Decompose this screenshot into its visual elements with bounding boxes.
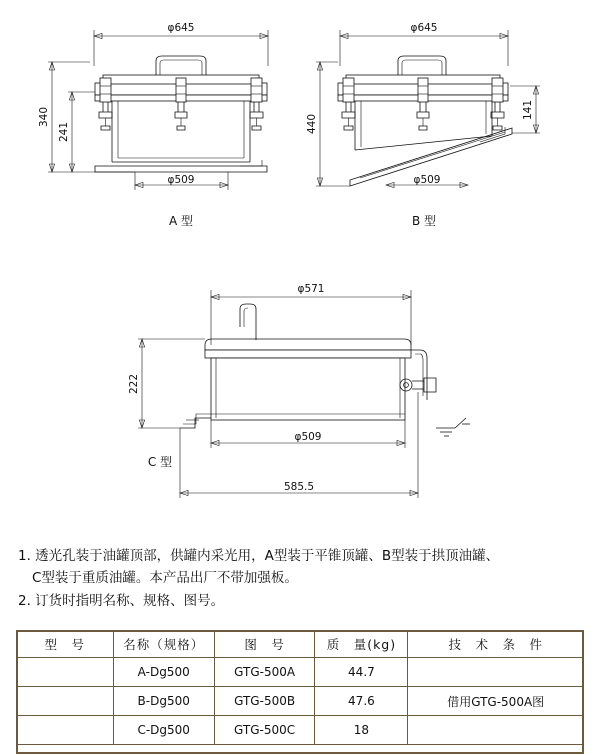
table-row — [17, 658, 584, 687]
notes-block — [18, 545, 584, 612]
cell-model — [17, 658, 114, 687]
view-b-dim-top: φ645 — [410, 22, 438, 34]
view-c-drawing — [128, 283, 470, 498]
view-a-bolt-left — [99, 78, 112, 130]
note-line-2: C型装于重质油罐。本产品出厂不带加强板。 — [32, 570, 298, 587]
view-a-dim-bottom: φ509 — [167, 174, 195, 186]
note-line-1: 1. 透光孔装于油罐顶部，供罐内采光用，A型装于平锥顶罐、B型装于拱顶油罐、 — [18, 548, 500, 564]
view-c-dim-mid: φ509 — [294, 431, 322, 443]
cell-model — [17, 716, 114, 745]
table-header-row — [17, 631, 584, 658]
view-a-dim-top: φ645 — [167, 22, 195, 34]
view-b-bolt-middle — [417, 78, 429, 130]
view-a-bolt-middle — [175, 78, 187, 130]
cell-weight: 44.7 — [315, 658, 408, 687]
view-b-label: B 型 — [411, 214, 437, 228]
header-weight: 质 量(kg) — [315, 631, 408, 658]
cell-name: B-Dg500 — [113, 687, 214, 716]
header-tech: 技 术 条 件 — [408, 631, 584, 658]
table-row — [17, 687, 584, 716]
view-a-dim-left-outer: 340 — [38, 106, 50, 128]
cell-weight: 18 — [315, 716, 408, 745]
view-c-dim-bottom: 585.5 — [283, 481, 315, 493]
view-b-dim-bottom: φ509 — [413, 174, 441, 186]
cell-drawing-no: GTG-500A — [214, 658, 315, 687]
view-c-dim-top: φ571 — [297, 283, 325, 295]
view-c-label: C 型 — [147, 455, 173, 469]
header-drawing-no: 图 号 — [214, 631, 315, 658]
header-name: 名称（规格） — [113, 631, 214, 658]
view-a-label: A 型 — [168, 214, 194, 228]
view-a-drawing — [38, 22, 268, 228]
table-row — [17, 716, 584, 745]
cell-tech: 借用GTG-500A图 — [408, 687, 584, 716]
cell-drawing-no: GTG-500B — [214, 687, 315, 716]
view-b-drawing — [306, 22, 540, 228]
cell-tech — [408, 716, 584, 745]
header-model: 型 号 — [17, 631, 114, 658]
cell-name: C-Dg500 — [113, 716, 214, 745]
view-b-bolt-right — [491, 78, 504, 130]
spec-table — [16, 630, 584, 745]
cell-tech — [408, 658, 584, 687]
cell-weight: 47.6 — [315, 687, 408, 716]
view-a-dim-left-inner: 241 — [58, 121, 70, 143]
view-a-bolt-right — [250, 78, 263, 130]
view-b-bolt-left — [342, 78, 355, 130]
view-b-dim-left: 440 — [306, 113, 318, 135]
cell-drawing-no: GTG-500C — [214, 716, 315, 745]
cell-model — [17, 687, 114, 716]
cell-name: A-Dg500 — [113, 658, 214, 687]
view-c-dim-left: 222 — [128, 373, 140, 395]
note-line-3: 2. 订货时指明名称、规格、图号。 — [18, 592, 225, 609]
view-b-dim-right: 141 — [522, 99, 534, 121]
